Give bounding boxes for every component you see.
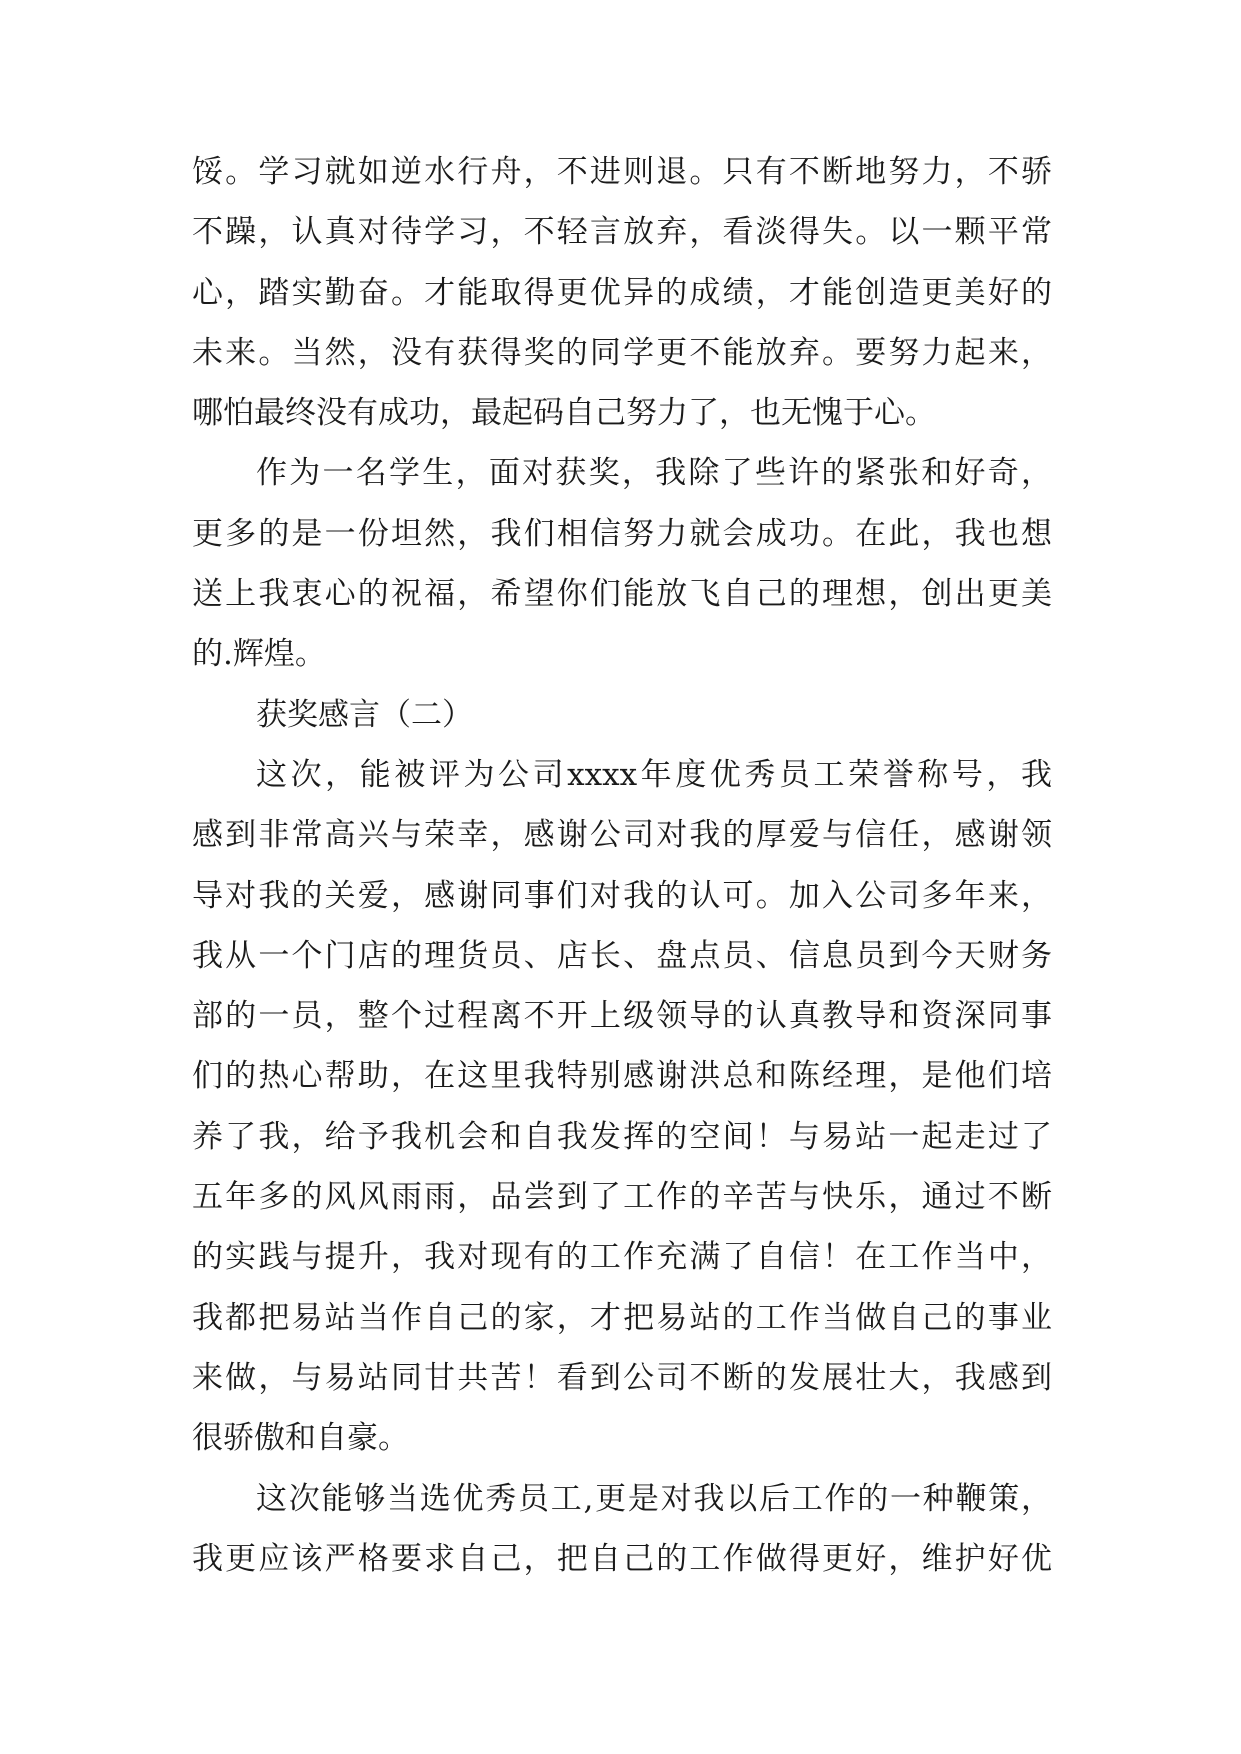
text-line: 部的一员，整个过程离不开上级领导的认真教导和资深同事 xyxy=(192,998,1052,1035)
text-line: 的实践与提升，我对现有的工作充满了自信！在工作当中， xyxy=(192,1239,1052,1276)
text-line: 我都把易站当作自己的家，才把易站的工作当做自己的事业 xyxy=(192,1299,1052,1336)
text-line: 五年多的风风雨雨，品尝到了工作的辛苦与快乐，通过不断 xyxy=(192,1179,1052,1216)
text-line: 不躁，认真对待学习，不轻言放弃，看淡得失。以一颗平常 xyxy=(192,214,1052,251)
text-line: 我更应该严格要求自己，把自己的工作做得更好，维护好优 xyxy=(192,1540,1052,1577)
text-line: 馁。学习就如逆水行舟，不进则退。只有不断地努力，不骄 xyxy=(192,154,1052,190)
text-line: 更多的是一份坦然，我们相信努力就会成功。在此，我也想 xyxy=(192,515,1052,552)
text-line: 我从一个门店的理货员、店长、盘点员、信息员到今天财务 xyxy=(192,937,1052,974)
text-line: 很骄傲和自豪。 xyxy=(192,1420,409,1457)
text-line: 未来。当然，没有获得奖的同学更不能放弃。要努力起来， xyxy=(192,334,1052,371)
text-line: 哪怕最终没有成功，最起码自己努力了，也无愧于心。 xyxy=(192,395,936,432)
text-line: 作为一名学生，面对获奖，我除了些许的紧张和好奇， xyxy=(256,455,1052,492)
text-line: 感到非常高兴与荣幸，感谢公司对我的厚爱与信任，感谢领 xyxy=(192,817,1052,854)
text-line: 们的热心帮助，在这里我特别感谢洪总和陈经理，是他们培 xyxy=(192,1058,1052,1095)
text-line: 养了我，给予我机会和自我发挥的空间！与易站一起走过了 xyxy=(192,1118,1052,1155)
text-line: 导对我的关爱，感谢同事们对我的认可。加入公司多年来， xyxy=(192,877,1052,914)
text-line: 的.辉煌。 xyxy=(192,636,326,673)
text-line: 送上我衷心的祝福，希望你们能放飞自己的理想，创出更美 xyxy=(192,576,1052,613)
text-line: 这次能够当选优秀员工,更是对我以后工作的一种鞭策， xyxy=(256,1480,1052,1517)
text-line: 这次，能被评为公司xxxx年度优秀员工荣誉称号，我 xyxy=(256,756,1052,793)
section-heading: 获奖感言（二） xyxy=(256,696,473,733)
body-text xyxy=(192,142,1052,1589)
text-line: 来做，与易站同甘共苦！看到公司不断的发展壮大，我感到 xyxy=(192,1359,1052,1396)
text-line: 心，踏实勤奋。才能取得更优异的成绩，才能创造更美好的 xyxy=(192,274,1052,311)
